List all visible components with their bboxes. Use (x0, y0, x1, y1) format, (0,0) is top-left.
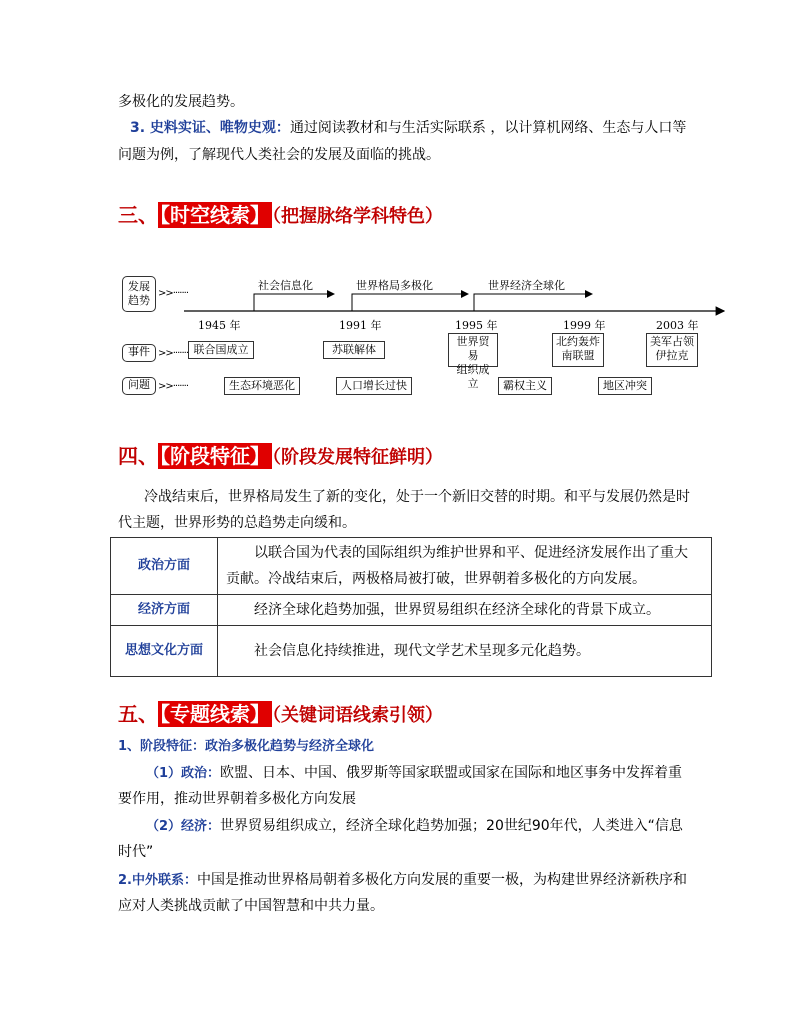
topic-item-1: 1、阶段特征：政治多极化趋势与经济全球化 (118, 739, 375, 754)
stage-feature-table (110, 537, 712, 677)
intro-line: 多极化的发展趋势。 (118, 94, 244, 110)
sub-1-text: 欧盟、日本、中国、俄罗斯等国家联盟或国家在国际和地区事务中发挥着重 (220, 765, 683, 781)
item-2-label: 2.中外联系： (118, 873, 197, 888)
phase-label-3: 世界经济全球化 (488, 279, 565, 292)
section-num: 四、 (118, 444, 158, 468)
item-2-text: 中国是推动世界格局朝着多极化方向发展的重要一极，为构建世界经济新秩序和 (196, 872, 687, 888)
phase-arrow-1 (254, 294, 334, 311)
event-box: 联合国成立 (188, 341, 254, 359)
row-key: 经济方面 (111, 595, 218, 626)
problem-box: 霸权主义 (498, 377, 552, 395)
year-label: 1995 年 (455, 319, 498, 332)
sub-1-label: （1）政治： (146, 766, 221, 781)
phase-arrow-3 (474, 294, 592, 311)
problem-box: 生态环境恶化 (224, 377, 300, 395)
row-key: 政治方面 (111, 538, 218, 595)
problem-box: 人口增长过快 (336, 377, 412, 395)
event-box: 世界贸易 组织成立 (448, 333, 498, 367)
sub-2-label: （2）经济： (146, 819, 221, 834)
events-row-arrow: >>······· (158, 348, 189, 359)
topic-sub-1 (146, 763, 682, 784)
section-num: 三、 (118, 203, 158, 227)
trend-row-label: 发展 趋势 (122, 276, 156, 312)
table-row (111, 626, 712, 677)
item-3-text: 通过阅读教材和与生活实际联系 ，以计算机网络、生态与人口等 (289, 120, 687, 136)
section-subtitle: （关键词语线索引领） (272, 705, 443, 726)
section-num: 五、 (118, 702, 158, 726)
sub-2-text: 世界贸易组织成立，经济全球化趋势加强；20世纪90年代，人类进入“信息 (220, 818, 683, 834)
topic-sub-2-cont: 时代” (118, 844, 154, 860)
events-row-label: 事件 (122, 344, 156, 362)
phase-label-1: 社会信息化 (258, 279, 313, 292)
section-4-heading (118, 441, 443, 473)
section-title-box: 【时空线索】 (160, 203, 270, 227)
section-title-box: 【阶段特征】 (160, 444, 270, 468)
section-subtitle: （阶段发展特征鲜明） (272, 447, 443, 468)
section-4-para: 冷战结束后，世界格局发生了新的变化，处于一个新旧交替的时期。和平与发展仍然是时 (144, 489, 690, 505)
row-value: 社会信息化持续推进，现代文学艺术呈现多元化趋势。 (218, 626, 712, 677)
section-5-heading (118, 699, 443, 731)
problems-row-arrow: >>······· (158, 381, 189, 392)
topic-sub-2 (146, 816, 683, 837)
row-value: 以联合国为代表的国际组织为维护世界和平、促进经济发展作出了重大贡献。冷战结束后，两极格局被打破，世界朝着多极化的方向发展。 (218, 538, 712, 595)
trend-row-arrow: >>······· (158, 288, 189, 299)
year-label: 2003 年 (656, 319, 699, 332)
year-label: 1945 年 (198, 319, 241, 332)
year-label: 1999 年 (563, 319, 606, 332)
row-value: 经济全球化趋势加强，世界贸易组织在经济全球化的背景下成立。 (218, 595, 712, 626)
intro-item-3-cont: 问题为例，了解现代人类社会的发展及面临的挑战。 (118, 147, 440, 163)
row-key: 思想文化方面 (111, 626, 218, 677)
phase-label-2: 世界格局多极化 (356, 279, 433, 292)
topic-sub-1-cont: 要作用，推动世界朝着多极化方向发展 (118, 791, 356, 807)
table-row (111, 595, 712, 626)
topic-item-2-cont: 应对人类挑战贡献了中国智慧和中共力量。 (118, 898, 384, 914)
year-label: 1991 年 (339, 319, 382, 332)
phase-arrow-2 (352, 294, 468, 311)
topic-item-2 (118, 870, 687, 891)
section-title-box: 【专题线索】 (160, 702, 270, 726)
section-subtitle: （把握脉络学科特色） (272, 206, 443, 227)
item-3-label: 3. 史料实证、唯物史观： (130, 120, 290, 136)
table-row (111, 538, 712, 595)
problem-box: 地区冲突 (598, 377, 652, 395)
event-box: 美军占领 伊拉克 (646, 333, 698, 367)
section-4-para-cont: 代主题，世界形势的总趋势走向缓和。 (118, 515, 356, 531)
event-box: 苏联解体 (323, 341, 385, 359)
event-box: 北约轰炸 南联盟 (552, 333, 604, 367)
problems-row-label: 问题 (122, 377, 156, 395)
